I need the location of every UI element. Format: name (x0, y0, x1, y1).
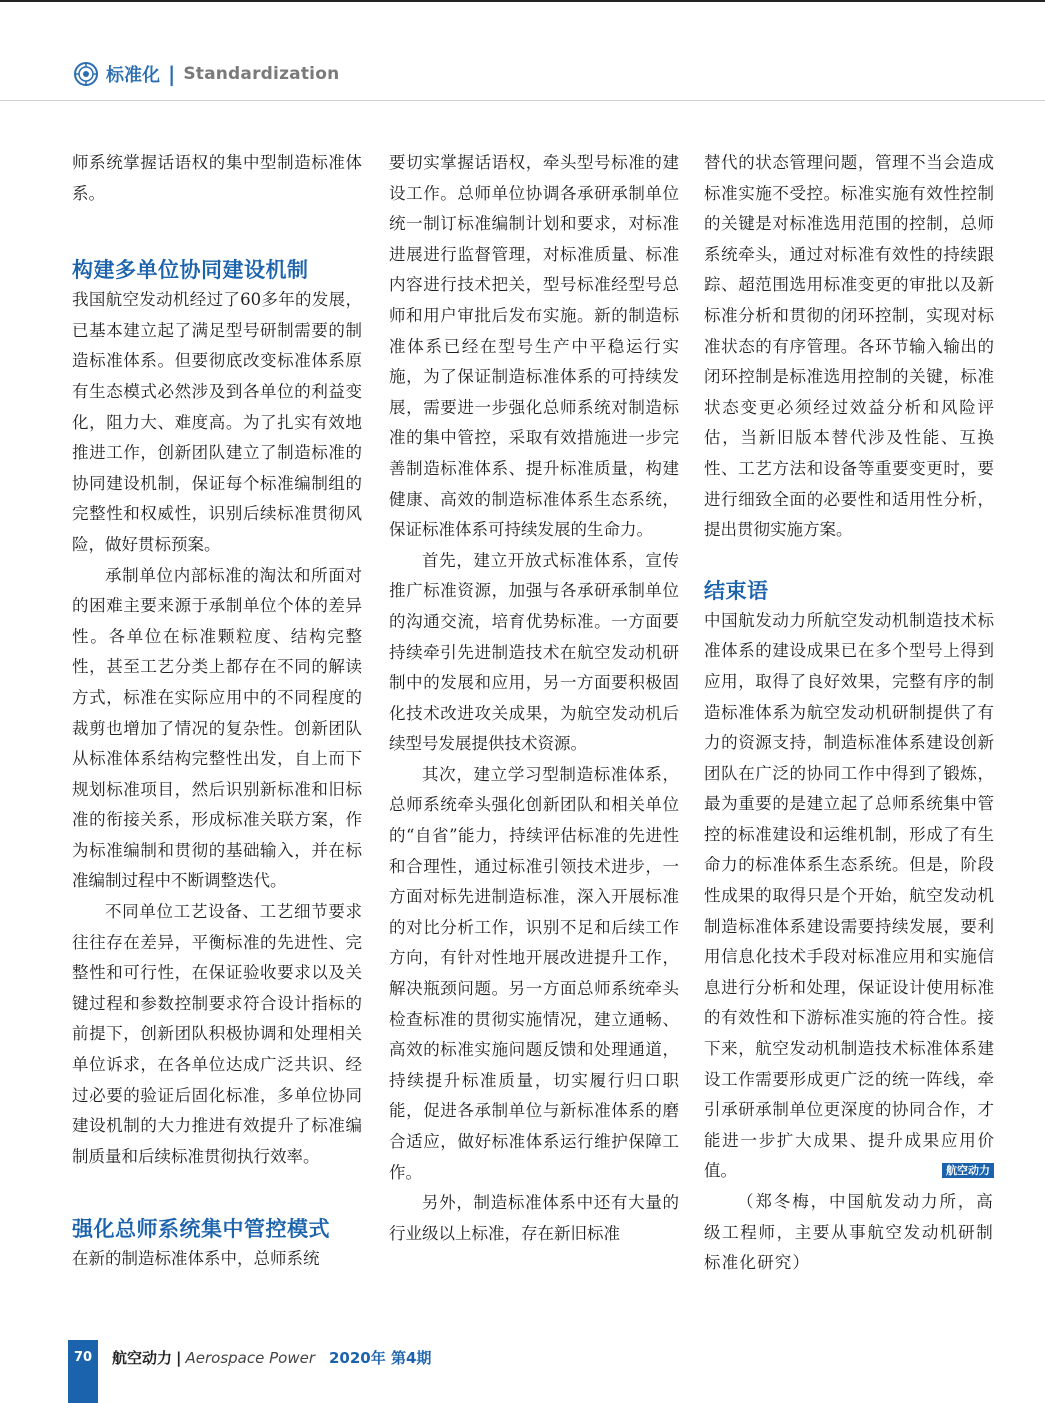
paragraph: 不同单位工艺设备、工艺细节要求往往存在差异，平衡标准的先进性、完整性和可行性，在保证验收要求以及关键过程和参数控制要求符合设计指标的前提下，创新团队积极协调和处理相关单位诉求，在各单位达成广泛共识、经过必要的验证后固化标准，多单位协同建设机制的大力推进有效提升了标准编制质量和后续标准贯彻执行效率。 (72, 902, 362, 1166)
top-rule (0, 0, 1045, 2)
paragraph: 在新的制造标准体系中，总师系统 (72, 1249, 320, 1269)
footer-separator: | (176, 1349, 182, 1367)
paragraph: 替代的状态管理问题，管理不当会造成标准实施不受控。标准实施有效性控制的关键是对标准选用范围的控制，总师系统牵头，通过对标准有效性的持续跟踪、超范围选用标准变更的审批以及新标准分析和贯彻的闭环控制，实现对标准状态的有序管理。各环节输入输出的闭环控制是标准选用控制的关键，标准状态变更必须经过效益分析和风险评估，当新旧版本替代涉及性能、互换性、工艺方法和设备等重要变更时，要进行细致全面的必要性和适用性分析，提出贯彻实施方案。 (704, 153, 994, 540)
column-2 (389, 148, 679, 1249)
paragraph: 要切实掌握话语权，牵头型号标准的建设工作。总师单位协调各承研承制单位统一制订标准编制计划和要求，对标准进展进行监督管理，对标准质量、标准内容进行技术把关，型号标准经型号总师和用户审批后发布实施。新的制造标准体系已经在型号生产中平稳运行实施，为了保证制造标准体系的可持续发展，需要进一步强化总师系统对制造标准的集中管控，采取有效措施进一步完善制造标准体系、提升标准质量，构建健康、高效的制造标准体系生态系统，保证标准体系可持续发展的生命力。 (389, 153, 679, 540)
issue-label: 2020年 第4期 (329, 1349, 432, 1367)
paragraph: 首先，建立开放式标准体系，宣传推广标准资源，加强与各承研承制单位的沟通交流，培育优势标准。一方面要持续牵引先进制造技术在航空发动机研制中的发展和应用，另一方面要积极固化技术改进攻关成果，为航空发动机后续型号发展提供技术资源。 (389, 550, 679, 754)
conclusion-text: 中国航发动力所航空发动机制造技术标准体系的建设成果已在多个型号上得到应用，取得了良好效果，完整有序的制造标准体系为航空发动机研制提供了有力的资源支持，制造标准体系建设创新团队在广泛的协同工作中得到了锻炼，最为重要的是建立起了总师系统集中管控的标准建设和运维机制，形成了有生命力的标准体系生态系统。但是，阶段性成果的取得只是个开始，航空发动机制造标准体系建设需要持续发展，要利用信息化技术手段对标准应用和实施信息进行分析和处理，保证设计使用标准的有效性和下游标准实施的符合性。接下来，航空发动机制造技术标准体系建设工作需要形成更广泛的统一阵线，牵引承研承制单位更深度的协同合作，才能进一步扩大成果、提升成果应用价值。 (704, 610, 994, 1181)
section-heading: 强化总师系统集中管控模式 (72, 1217, 330, 1242)
section-title-en: Standardization (183, 64, 340, 84)
end-mark-badge: 航空动力 (942, 1163, 994, 1178)
running-header (74, 60, 339, 88)
section-logo-icon (74, 62, 98, 86)
running-footer (112, 1347, 431, 1368)
paragraph: 其次，建立学习型制造标准体系，总师系统牵头强化创新团队和相关单位的“自省”能力，持续评估标准的先进性和合理性，通过标准引领技术进步，一方面对标先进制造标准，深入开展标准的对比分析工作，识别不足和后续工作方向，有针对性地开展改进提升工作，解决瓶颈问题。另一方面总师系统牵头检查标准的贯彻实施情况，建立通畅、高效的标准实施问题反馈和处理通道，持续提升标准质量，切实履行归口职能，促进各承制单位与新标准体系的磨合适应，做好标准体系运行维护保障工作。 (389, 764, 679, 1182)
journal-title-en: Aerospace Power (185, 1349, 315, 1367)
header-rule (0, 100, 1045, 101)
conclusion-paragraph (704, 606, 994, 1187)
paragraph: 另外，制造标准体系中还有大量的行业级以上标准，存在新旧标准 (389, 1193, 679, 1243)
section-title-cn: 标准化 (106, 65, 160, 86)
section-heading: 构建多单位协同建设机制 (72, 258, 309, 283)
section-heading: 结束语 (704, 578, 769, 603)
paragraph: 师系统掌握话语权的集中型制造标准体系。 (72, 153, 362, 203)
paragraph: 承制单位内部标准的淘汰和所面对的困难主要来源于承制单位个体的差异性。各单位在标准颗粒度、结构完整性，甚至工艺分类上都存在不同的解读方式，标准在实际应用中的不同程度的裁剪也增加了情况的复杂性。创新团队从标准体系结构完整性出发，自上而下规划标准项目，然后识别新标准和旧标准的衔接关系，形成标准关联方案，作为标准编制和贯彻的基础输入，并在标准编制过程中不断调整迭代。 (72, 565, 362, 891)
journal-title-cn: 航空动力 (112, 1349, 173, 1367)
header-separator: | (168, 62, 176, 86)
column-3 (704, 148, 994, 1279)
page-number: 70 (73, 1350, 93, 1365)
paragraph: 我国航空发动机经过了60多年的发展，已基本建立起了满足型号研制需要的制造标准体系。但要彻底改变标准体系原有生态模式必然涉及到各单位的利益变化，阻力大、难度高。为了扎实有效地推进工作，创新团队建立了制造标准的协同建设机制，保证每个标准编制组的完整性和权威性，识别后续标准贯彻风险，做好贯标预案。 (72, 290, 362, 554)
column-1 (72, 148, 362, 1275)
author-note: （郑冬梅，中国航发动力所，高级工程师，主要从事航空发动机研制标准化研究） (704, 1192, 994, 1273)
